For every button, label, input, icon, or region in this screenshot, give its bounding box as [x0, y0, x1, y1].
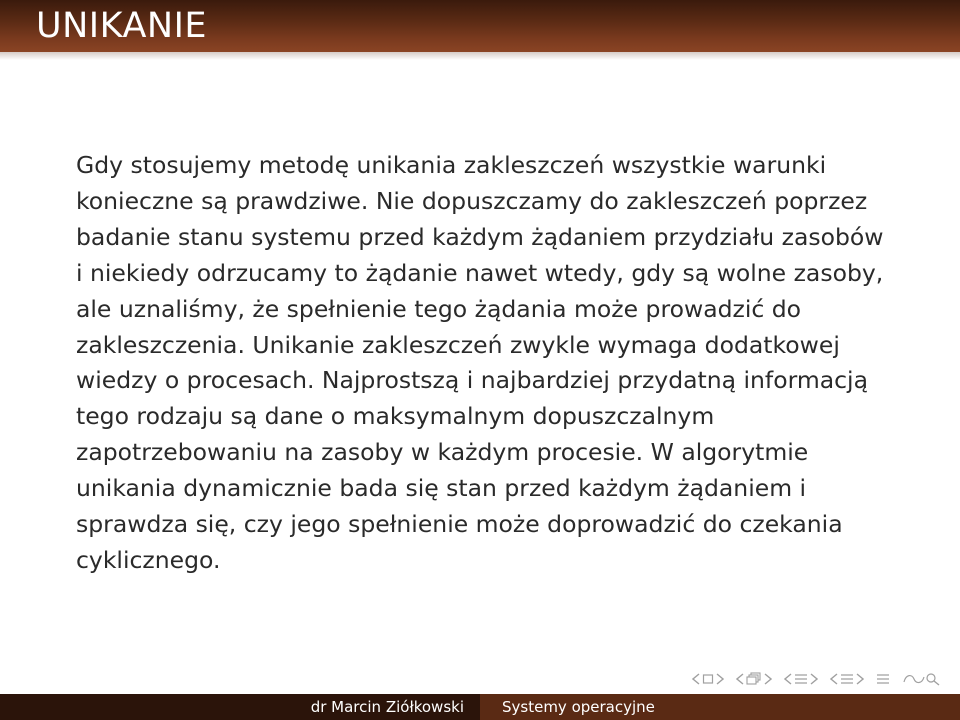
nav-prev-subsection-icon[interactable] [736, 673, 744, 685]
nav-next-section-icon[interactable] [856, 673, 864, 685]
subsection-nav [736, 672, 772, 686]
footer-author-box [0, 694, 480, 720]
frame-icon [702, 673, 714, 685]
align-icon[interactable] [876, 673, 890, 685]
slide-body [76, 148, 906, 579]
body-line: Gdy stosujemy metodę unikania zakleszczeń wszystkie warunki [76, 151, 827, 179]
section-nav [784, 673, 818, 685]
search-icon[interactable] [902, 672, 942, 686]
body-line: wiedzy o procesach. Najprostszą i najbardziej przydatną informacją [76, 366, 868, 395]
title-bar [0, 0, 960, 52]
frame-nav [692, 673, 724, 685]
navigation-bar [692, 669, 942, 689]
body-line: cyklicznego. [76, 545, 221, 574]
body-line: zapotrzebowaniu na zasoby w każdym procesie. W algorytmie [76, 438, 809, 467]
section-icon [794, 673, 808, 685]
footer-course: Systemy operacyjne [502, 698, 655, 716]
document-icon [840, 673, 854, 685]
nav-next-section-icon[interactable] [810, 673, 818, 685]
body-line: unikania dynamicznie bada się stan przed każdym żądaniem i [76, 474, 807, 503]
body-line: i niekiedy odrzucamy to żądanie nawet wtedy, gdy są wolne zasoby, [76, 258, 884, 287]
body-line: zakleszczenia. Unikanie zakleszczeń zwykle wymaga dodatkowej [76, 330, 840, 359]
document-nav [830, 673, 864, 685]
nav-next-frame-icon[interactable] [716, 673, 724, 685]
slide-title: UNIKANIE [36, 6, 208, 46]
body-line: ale uznaliśmy, że spełnienie tego żądania może prowadzić do [76, 294, 802, 323]
body-line: sprawdza się, czy jego spełnienie może doprowadzić do czekania [76, 510, 843, 539]
subsection-icon [746, 672, 762, 686]
nav-next-subsection-icon[interactable] [764, 673, 772, 685]
body-line: badanie stanu systemu przed każdym żądaniem przydziału zasobów [76, 222, 884, 251]
nav-prev-frame-icon[interactable] [692, 673, 700, 685]
body-line: konieczne są prawdziwe. Nie dopuszczamy do zakleszczeń poprzez [76, 186, 868, 215]
nav-prev-section-icon[interactable] [784, 673, 792, 685]
nav-prev-section-icon[interactable] [830, 673, 838, 685]
body-line: tego rodzaju są dane o maksymalnym dopuszczalnym [76, 402, 715, 431]
footer-author: dr Marcin Ziółkowski [310, 698, 464, 716]
footer [0, 694, 960, 720]
footer-course-box [480, 694, 960, 720]
